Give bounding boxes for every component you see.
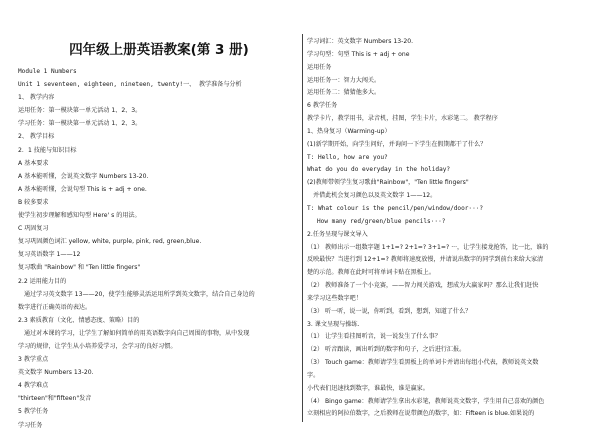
left-column [18,0,300,429]
left-line: 1、 教学内容 [18,94,55,102]
right-line: 并借此机会复习颜色以及英文数字 1——12。 [313,192,437,200]
right-line: （3） 听一听，说一说，你听到，看到，想到，知道了什么？ [307,307,472,315]
left-line: 2．1 技能与知识目标 [18,146,77,154]
left-line: 学习任务 [18,421,43,429]
right-line: 反映最快？当进行到 12+1=? 教师将速度放慢，并请说出数字的同学到前台来给大家清 [307,256,544,264]
right-line: （1） 让学生看挂图听音，说一说发生了什么事？ [307,333,441,341]
right-line: (1)新学期开始，向学生问好，并询问一下学生在假期都干了什么？ [307,140,487,148]
right-line: (2)教师带领学生复习歌曲"Rainbow"，"Ten little fingers" [307,179,469,187]
left-line: 数字进行正确英语的表达。 [18,303,92,311]
left-line: 2.2 运用能力目的 [18,277,67,285]
left-line: 4 教学难点 [18,382,49,390]
left-line: A 基本能听懂，会说句型 This is + adj + one. [18,185,147,193]
left-line: 复习歌曲 "Rainbow" 和 "Ten little fingers" [18,264,141,272]
left-line: 运用任务：第一模块第一单元活动 1、2、3。 [18,107,142,115]
right-line: 立刻相应的阿拉伯数字，之后教师在说带颜色的数字，如：Fifteen is blue.如果说的 [307,410,535,418]
left-line: A 基本要求 [18,159,49,167]
left-line: 学习的规律，让学生从小培养爱学习，会学习的良好习惯。 [18,342,177,350]
right-line: 来学习这些数字吧！ [307,294,362,302]
document-title: 四年级上册英语教案(第 3 册) [69,42,249,58]
left-line: 2、 教学目标 [18,133,55,141]
left-line: 3 教学重点 [18,356,49,364]
right-line: T: What colour is the pencil/pen/window/door···? [307,204,484,212]
right-line: 学习词汇：英文数字 Numbers 13-20. [307,38,414,45]
left-line: C 巩固复习 [18,225,49,233]
right-line: （3） Touch game：教师请学生看黑板上的单词卡并请出每组小代表，教师说英文数 [307,359,539,367]
left-line: 2.3 素质教育（文化、情感态度、策略）目的 [18,316,140,324]
right-line: 运用任务 [307,63,332,71]
left-line: 通过对本课的学习，让学生了解如何简单的用英语数字向自己周围的事物，从中发现 [24,329,250,337]
left-line: 学习任务：第一模块第一单元活动 1、2、3。 [18,120,142,128]
right-line: 运用任务一：智力大闯关。 [307,76,381,84]
right-column [307,0,592,422]
right-line: （4） Bingo game：教师请学生拿出水彩笔，教师说英文数字，学生用自己喜欢的颜色 [307,397,545,405]
left-line: 复习巩固颜色词汇 yellow, white, purple, pink, red, green,blue. [18,238,202,246]
right-line: 运用任务二：猜猜他多大。 [307,89,381,97]
left-line: 5 教学任务 [18,408,49,416]
right-line: What do you do everyday in the holiday? [307,166,451,174]
module-heading: Module 1 Numbers [18,68,77,75]
right-line: 楚的示范。教师在此时可将单词卡贴在黑板上。 [307,269,435,277]
right-line: 教学卡片，教学用书，录音机，挂图，学生卡片，水彩笔二。 教学程序 [307,115,498,123]
left-line: 复习英语数字 1——12 [18,251,81,259]
unit-heading: Unit 1 seventeen, eighteen, nineteen, twenty!一、 教学准备与分析 [18,81,242,89]
left-line: 英文数字 Numbers 13-20. [18,369,94,377]
left-line: 通过学习英文数字 13——20，使学生能够灵活运用所学到英文数字，结合自己身边的 [24,290,255,298]
right-line: 6 教学任务 [307,102,338,110]
column-divider [302,34,303,422]
right-line: How many red/green/blue pencils···? [317,217,446,225]
left-line: B 较多要求 [18,198,49,206]
right-line: 1、热身复习（Warming-up） [307,127,391,135]
right-line: 3. 课文呈现与操练. [307,320,360,328]
right-line: 字。 [307,371,320,379]
right-line: 小代表们迅速找到数字，谁最快，谁是赢家。 [307,384,429,392]
right-line: （1） 教师出示一组数字题 1+1=? 2+1=? 3+1=? ···，让学生接龙抢答，比一比，谁的 [307,243,549,251]
right-line: （2） 听音跟读，画出听到的数字和句子，之后进行汇报。 [307,346,466,354]
left-line: "thirteen"和"fifteen"发音 [18,395,92,403]
right-line: （2） 教师准备了一个小竞赛，——智力闯关游戏，想成为大赢家吗？那么让我们赶快 [307,282,539,290]
right-line: 2.任务呈现与课文导入 [307,230,368,238]
left-line: 使学生初步理解和感知句型 Here' s 的用法。 [18,212,141,220]
right-line: T: Hello, how are you? [307,153,388,161]
right-line: 学习句型：句型 This is + adj + one [307,50,410,58]
left-line: A 基本能听懂，会说英文数字 Numbers 13-20. [18,172,149,180]
